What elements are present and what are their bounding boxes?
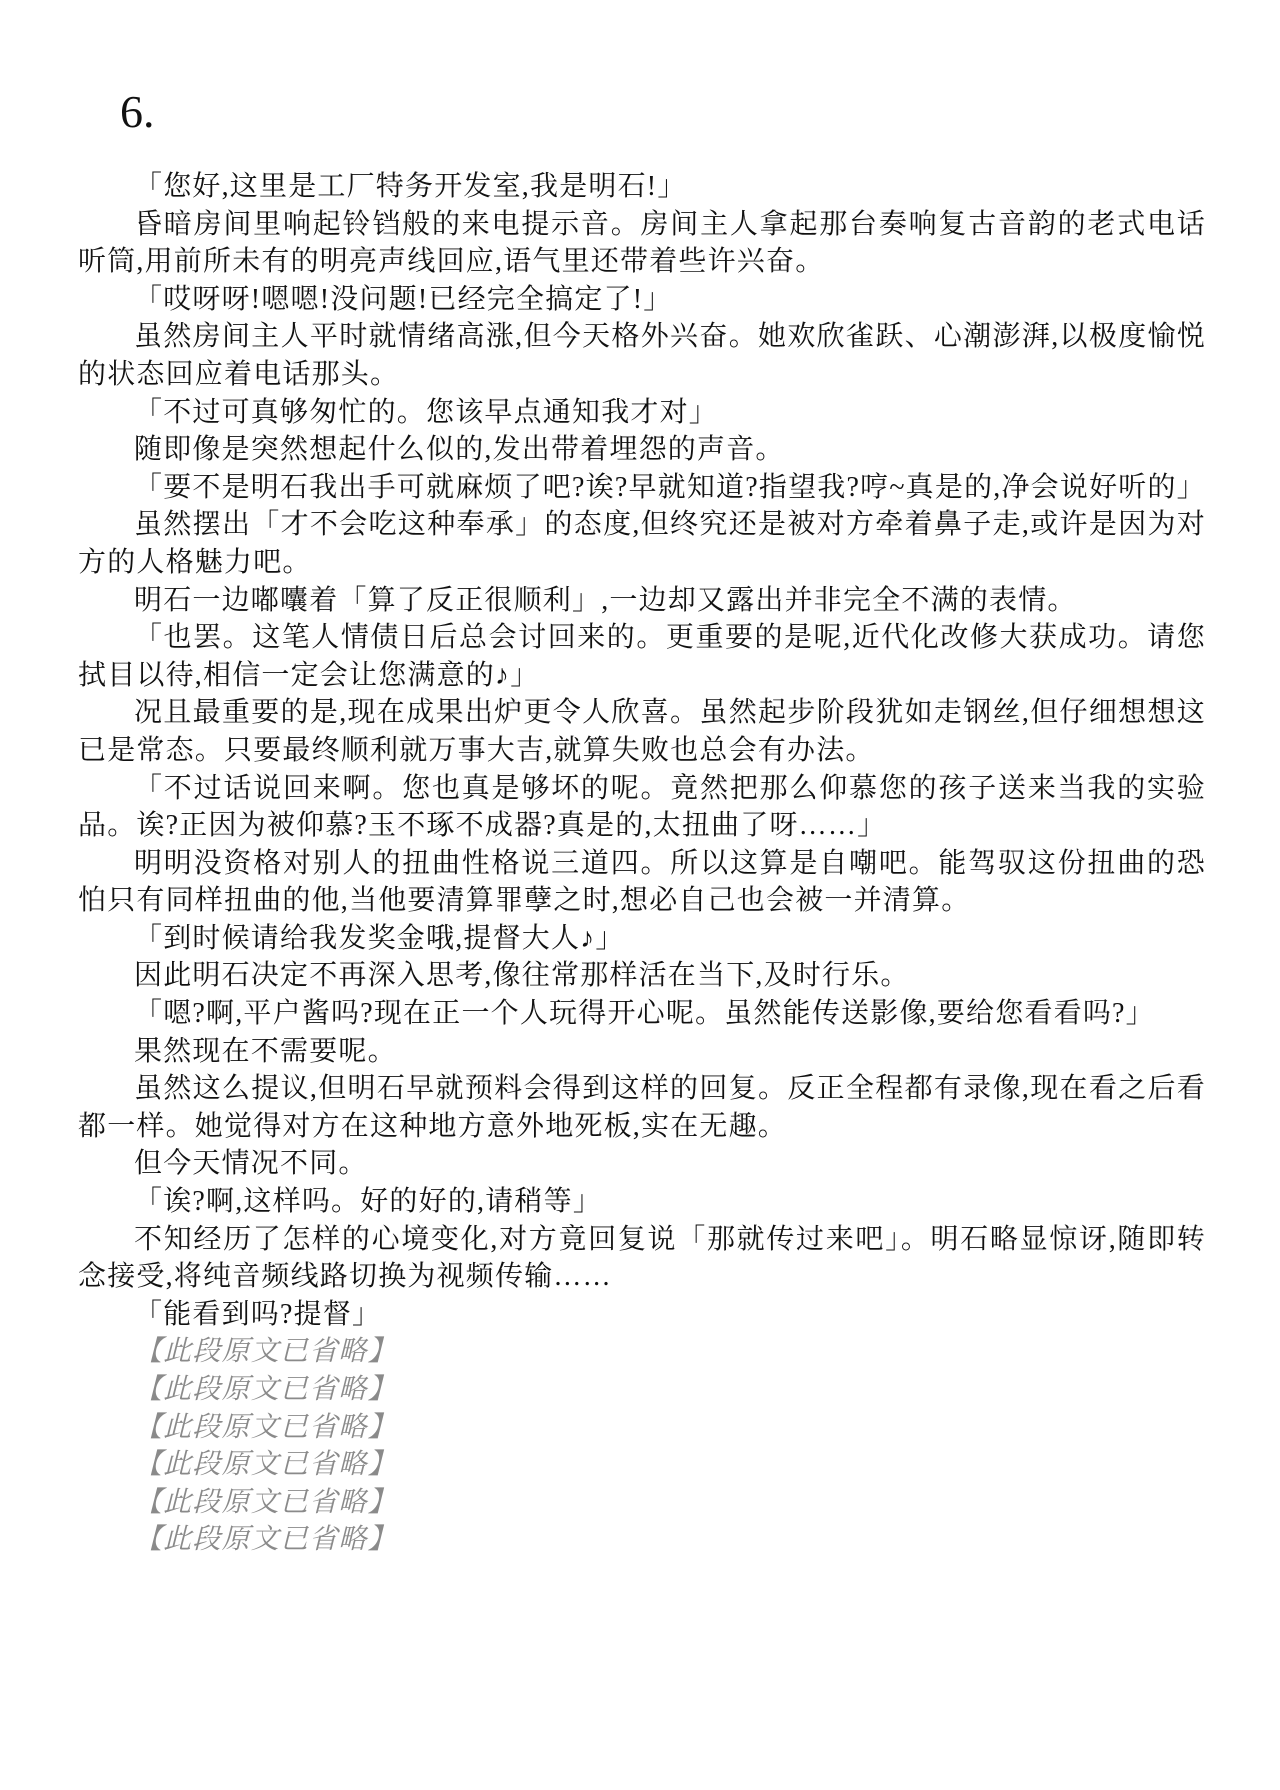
paragraph: 虽然这么提议,但明石早就预料会得到这样的回复。反正全程都有录像,现在看之后看都一样。她觉得对方在这种地方意外地死板,实在无趣。 bbox=[78, 1073, 1206, 1142]
paragraph: 「不过可真够匆忙的。您该早点通知我才对」 bbox=[134, 396, 719, 428]
paragraph: 「能看到吗?提督」 bbox=[134, 1298, 382, 1330]
paragraph: 不知经历了怎样的心境变化,对方竟回复说「那就传过来吧」。明石略显惊讶,随即转念接受,将纯音频线路切换为视频传输…… bbox=[78, 1223, 1206, 1293]
paragraph-redacted: 【此段原文已省略】 bbox=[134, 1449, 397, 1481]
paragraph: 虽然房间主人平时就情绪高涨,但今天格外兴奋。她欢欣雀跃、心潮澎湃,以极度愉悦的状态回应着电话那头。 bbox=[78, 321, 1206, 390]
paragraph: 果然现在不需要呢。 bbox=[134, 1035, 397, 1067]
paragraph: 「不过话说回来啊。您也真是够坏的呢。竟然把那么仰慕您的孩子送来当我的实验品。诶?正因为被仰慕?玉不琢不成器?真是的,太扭曲了呀……」 bbox=[78, 772, 1206, 842]
paragraph-redacted: 【此段原文已省略】 bbox=[134, 1411, 397, 1443]
paragraph: 况且最重要的是,现在成果出炉更令人欣喜。虽然起步阶段犹如走钢丝,但仔细想想这已是常态。只要最终顺利就万事大吉,就算失败也总会有办法。 bbox=[78, 697, 1206, 766]
paragraph: 「诶?啊,这样吗。好的好的,请稍等」 bbox=[134, 1186, 603, 1218]
paragraph: 因此明石决定不再深入思考,像往常那样活在当下,及时行乐。 bbox=[134, 960, 910, 992]
paragraph: 明明没资格对别人的扭曲性格说三道四。所以这算是自嘲吧。能驾驭这份扭曲的恐怕只有同样扭曲的他,当他要清算罪孽之时,想必自己也会被一并清算。 bbox=[78, 847, 1206, 917]
paragraph-redacted: 【此段原文已省略】 bbox=[134, 1486, 397, 1518]
paragraph: 「到时候请给我发奖金哦,提督大人♪」 bbox=[134, 922, 625, 954]
paragraph-redacted: 【此段原文已省略】 bbox=[134, 1374, 397, 1405]
paragraph: 「也罢。这笔人情债日后总会讨回来的。更重要的是呢,近代化改修大获成功。请您拭目以待,相信一定会让您满意的♪」 bbox=[78, 622, 1206, 691]
paragraph: 但今天情况不同。 bbox=[134, 1148, 368, 1180]
paragraph: 「嗯?啊,平户酱吗?现在正一个人玩得开心呢。虽然能传送影像,要给您看看吗?」 bbox=[134, 998, 1155, 1030]
paragraph: 随即像是突然想起什么似的,发出带着埋怨的声音。 bbox=[134, 434, 785, 466]
paragraph-redacted: 【此段原文已省略】 bbox=[134, 1524, 397, 1556]
paragraph: 「要不是明石我出手可就麻烦了吧?诶?早就知道?指望我?哼~真是的,净会说好听的」 bbox=[134, 471, 1206, 503]
paragraph: 「您好,这里是工厂特务开发室,我是明石!」 bbox=[134, 171, 687, 202]
paragraph: 虽然摆出「才不会吃这种奉承」的态度,但终究还是被对方牵着鼻子走,或许是因为对方的人格魅力吧。 bbox=[78, 509, 1206, 578]
chapter-number: 6. bbox=[120, 86, 155, 137]
paragraph: 昏暗房间里响起铃铛般的来电提示音。房间主人拿起那台奏响复古音韵的老式电话听筒,用前所未有的明亮声线回应,语气里还带着些许兴奋。 bbox=[78, 208, 1206, 278]
paragraph-redacted: 【此段原文已省略】 bbox=[134, 1336, 397, 1368]
text-body bbox=[78, 168, 1206, 1559]
paragraph: 明石一边嘟囔着「算了反正很顺利」,一边却又露出并非完全不满的表情。 bbox=[134, 584, 1077, 616]
paragraph: 「哎呀呀!嗯嗯!没问题!已经完全搞定了!」 bbox=[134, 283, 673, 315]
